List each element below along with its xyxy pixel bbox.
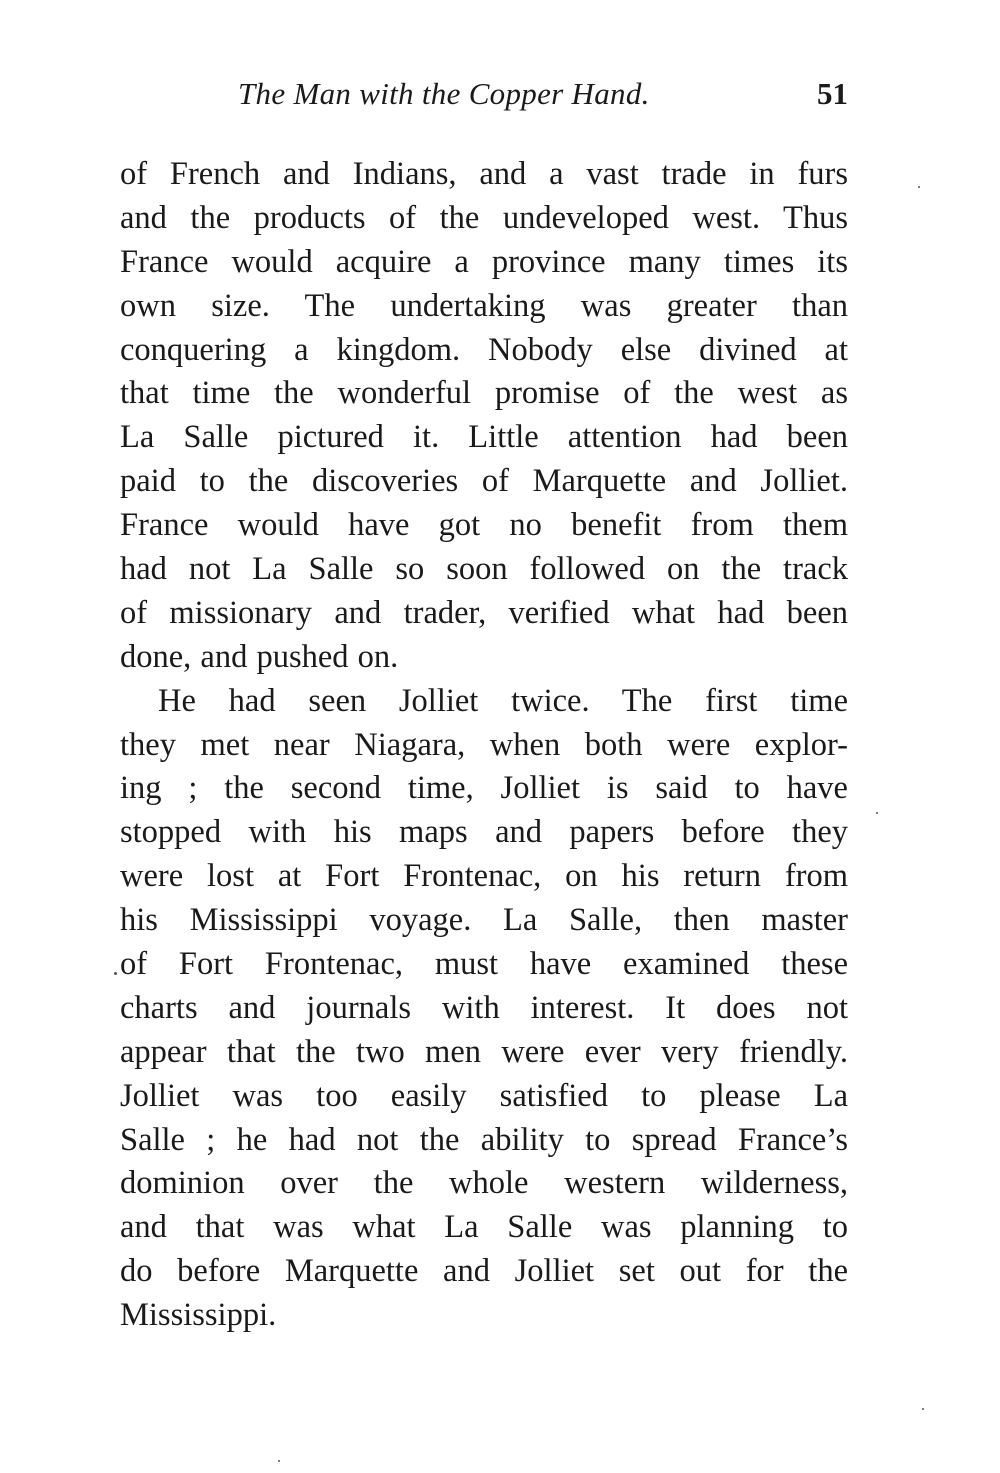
text-line: had not La Salle so soon followed on the track <box>120 551 848 588</box>
print-speck <box>278 1460 280 1462</box>
text-line: Mississippi. <box>120 1297 277 1334</box>
print-speck <box>918 186 920 188</box>
text-line: appear that the two men were ever very friendly. <box>120 1033 848 1070</box>
text-line: done, and pushed on. <box>120 638 399 675</box>
text-line: do before Marquette and Jolliet set out for the <box>120 1253 848 1290</box>
text-line: and the products of the undeveloped west. Thus <box>120 199 848 236</box>
text-line: stopped with his maps and papers before they <box>120 814 848 851</box>
text-line: conquering a kingdom. Nobody else divined at <box>120 331 848 368</box>
paragraph-1 <box>120 153 848 680</box>
text-line: France would acquire a province many times its <box>120 243 848 280</box>
running-title: The Man with the Copper Hand. <box>238 76 650 111</box>
print-speck <box>114 972 117 975</box>
text-line: were lost at Fort Frontenac, on his return from <box>120 858 848 895</box>
paragraph-2 <box>120 680 848 1338</box>
text-line: his Mississippi voyage. La Salle, then master <box>120 902 848 939</box>
text-line: of French and Indians, and a vast trade in furs <box>120 156 848 192</box>
text-line: that time the wonderful promise of the west as <box>120 375 848 412</box>
text-line: paid to the discoveries of Marquette and Jolliet. <box>120 463 848 500</box>
text-line: and that was what La Salle was planning to <box>120 1209 848 1246</box>
body-text <box>120 153 848 1338</box>
text-line: of missionary and trader, verified what had been <box>120 594 848 631</box>
print-speck <box>922 1408 924 1410</box>
text-line: dominion over the whole western wilderness, <box>120 1165 848 1202</box>
text-line: ing ; the second time, Jolliet is said to have <box>120 770 848 807</box>
text-line: Jolliet was too easily satisfied to please La <box>120 1077 848 1114</box>
text-line: Salle ; he had not the ability to spread France’s <box>120 1121 848 1158</box>
text-line: of Fort Frontenac, must have examined these <box>120 946 848 983</box>
running-head <box>120 76 848 116</box>
text-line: own size. The undertaking was greater than <box>120 287 848 324</box>
text-line: they met near Niagara, when both were explor- <box>120 726 848 763</box>
text-line: charts and journals with interest. It does not <box>120 989 848 1026</box>
print-speck <box>876 812 878 814</box>
text-line: He had seen Jolliet twice. The first time <box>158 682 848 719</box>
text-line: La Salle pictured it. Little attention had been <box>120 419 848 456</box>
page-number: 51 <box>817 76 848 111</box>
text-line: France would have got no benefit from them <box>120 507 848 544</box>
